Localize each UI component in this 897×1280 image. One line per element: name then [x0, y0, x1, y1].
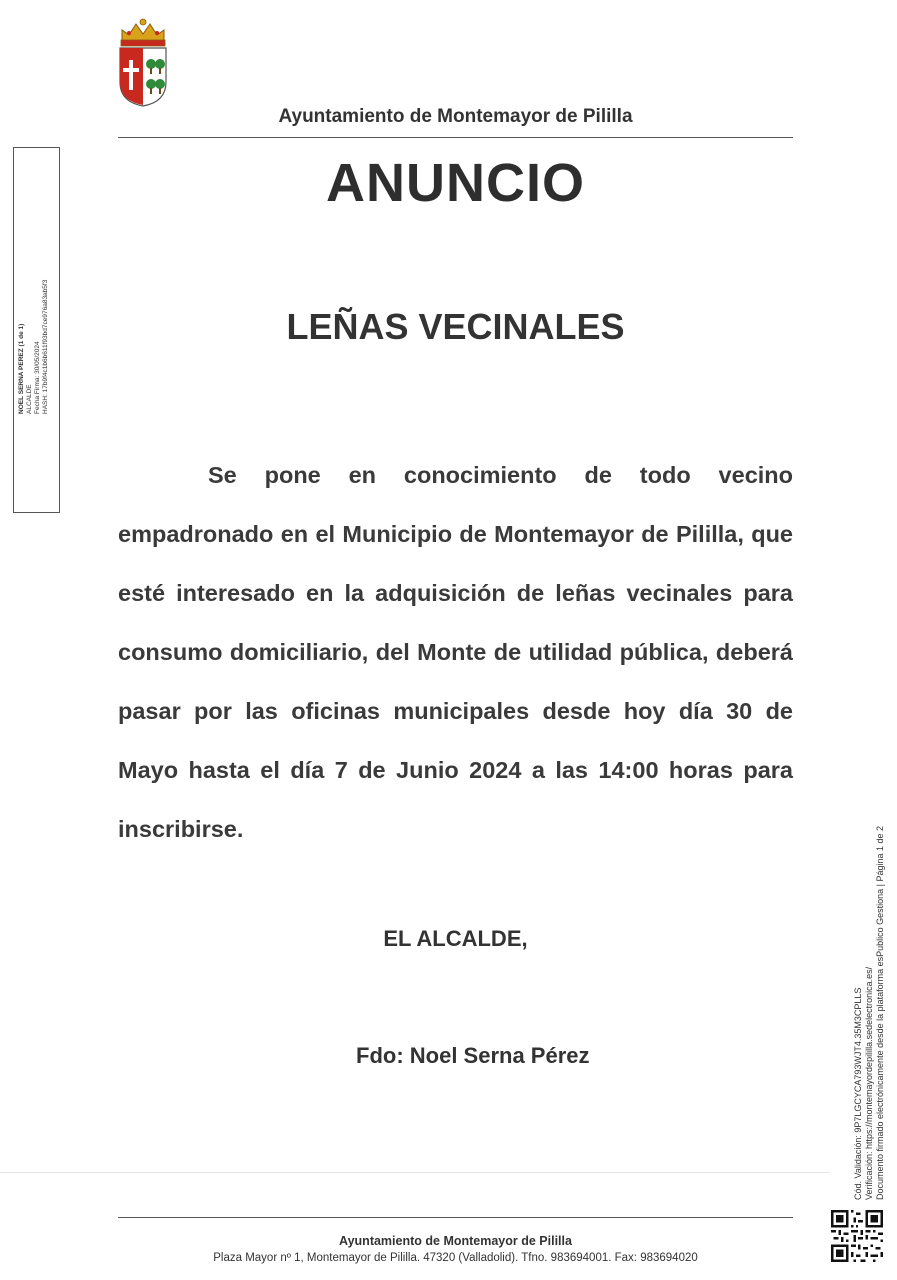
signature-signer: NOEL SERNA PEREZ (1 de 1)	[18, 323, 25, 414]
signer-role: EL ALCALDE,	[383, 926, 528, 951]
qr-code-icon	[831, 1210, 883, 1262]
validation-code: Cód. Validación: 9P7LGCYCA793WJT4.35M3CPLLS	[853, 987, 863, 1200]
signature-hash: HASH: 17b9f4c1b6b611f93bd7ce976a83ab5f3	[42, 279, 49, 414]
footer-organization: Ayuntamiento de Montemayor de Pililla	[339, 1234, 572, 1248]
signature-role: ALCALDE	[26, 384, 33, 414]
header-organization: Ayuntamiento de Montemayor de Pililla	[278, 106, 633, 127]
header-divider	[118, 137, 793, 138]
footer-faint-divider	[0, 1172, 830, 1173]
signer-name: Fdo: Noel Serna Pérez	[356, 1043, 590, 1068]
validation-url[interactable]: Verificación: https://montemayordepililla.sedelectronica.es/	[864, 966, 874, 1200]
validation-platform-note: Documento firmado electrónicamente desde la plataforma esPublico Gestiona | Página 1 de 2	[875, 825, 885, 1200]
document-subtitle: LEÑAS VECINALES	[286, 306, 625, 347]
document-title: ANUNCIO	[326, 153, 585, 213]
coat-of-arms-logo	[116, 16, 170, 108]
footer-address: Plaza Mayor nº 1, Montemayor de Pililla. 47320 (Valladolid). Tfno. 983694001. Fax: 983694020	[213, 1252, 698, 1264]
signature-date: Fecha Firma: 30/05/2024	[34, 341, 41, 414]
announcement-body: Se pone en conocimiento de todo vecino empadronado en el Municipio de Montemayor de Pililla, que esté interesado en la adquisición de leñas vecinales para consumo domiciliario, del Monte de utilidad pública, deberá pasar por las oficinas municipales desde hoy día 30 de Mayo hasta el día 7 de Junio 2024 a las 14:00 horas para inscribirse.	[118, 462, 793, 842]
footer-divider	[118, 1217, 793, 1218]
